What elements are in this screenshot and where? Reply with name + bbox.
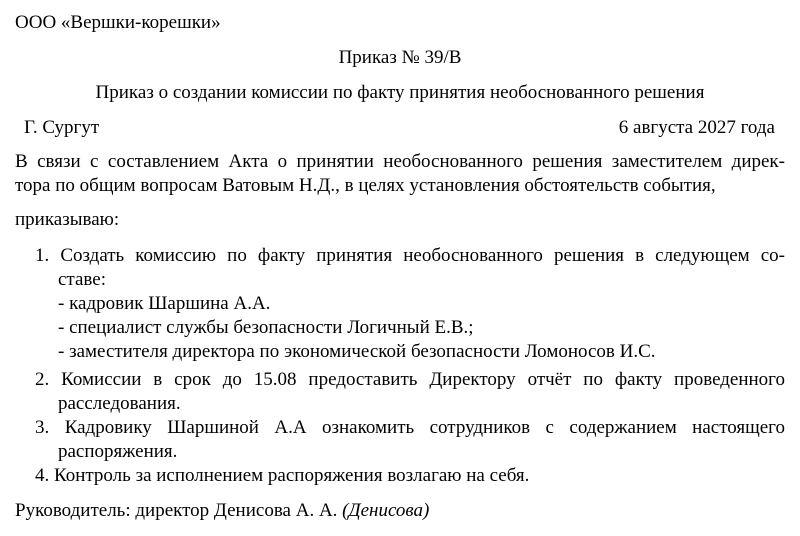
list-item-number: 2. bbox=[35, 369, 50, 390]
list-item-number: 4. bbox=[35, 465, 50, 486]
list-item-line: 1. Создать комиссию по факту принятия необоснованного решения в следующем со- bbox=[35, 245, 785, 266]
order-word: приказываю: bbox=[15, 209, 120, 230]
list-item bbox=[35, 464, 785, 488]
signature: (Денисова) bbox=[342, 500, 430, 521]
commission-member: - специалист службы безопасности Логичный Е.В.; bbox=[58, 317, 474, 338]
signer-name: Руководитель: директор Денисова А. А. bbox=[15, 500, 338, 521]
list-item-line: 4. Контроль за исполнением распоряжения возлагаю на себя. bbox=[35, 465, 530, 486]
list-item-line: ставе: bbox=[58, 269, 106, 290]
list-item-number: 3. bbox=[35, 417, 50, 438]
list-item-line: распоряжения. bbox=[58, 441, 178, 462]
organization-name: ООО «Вершки-корешки» bbox=[15, 12, 221, 33]
list-item-number: 1. bbox=[35, 245, 50, 266]
signer-line bbox=[15, 499, 429, 523]
commission-member: - кадровик Шаршина А.А. bbox=[58, 293, 271, 314]
list-item bbox=[35, 244, 785, 364]
list-item-line: 2. Комиссии в срок до 15.08 предоставить Директору отчёт по факту проведенного bbox=[35, 369, 786, 390]
order-title: Приказ о создании комиссии по факту принятия необоснованного решения bbox=[95, 82, 705, 103]
order-number: Приказ № 39/В bbox=[338, 47, 462, 68]
intro-line: тора по общим вопросам Ватовым Н.Д., в целях установления обстоятельств события, bbox=[15, 175, 716, 196]
list-item bbox=[35, 416, 785, 464]
intro-line: В связи с составлением Акта о принятии необоснованного решения заместителем дирек- bbox=[15, 151, 785, 172]
intro-paragraph bbox=[15, 150, 785, 198]
list-item-line: расследования. bbox=[58, 393, 181, 414]
list-item bbox=[35, 368, 785, 416]
order-date: 6 августа 2027 года bbox=[618, 117, 775, 138]
list-item-line: 3. Кадровику Шаршиной А.А ознакомить сотрудников с содержанием настоящего bbox=[35, 417, 786, 438]
city: Г. Сургут bbox=[24, 117, 100, 138]
commission-member: - заместителя директора по экономической безопасности Ломоносов И.С. bbox=[58, 341, 656, 362]
